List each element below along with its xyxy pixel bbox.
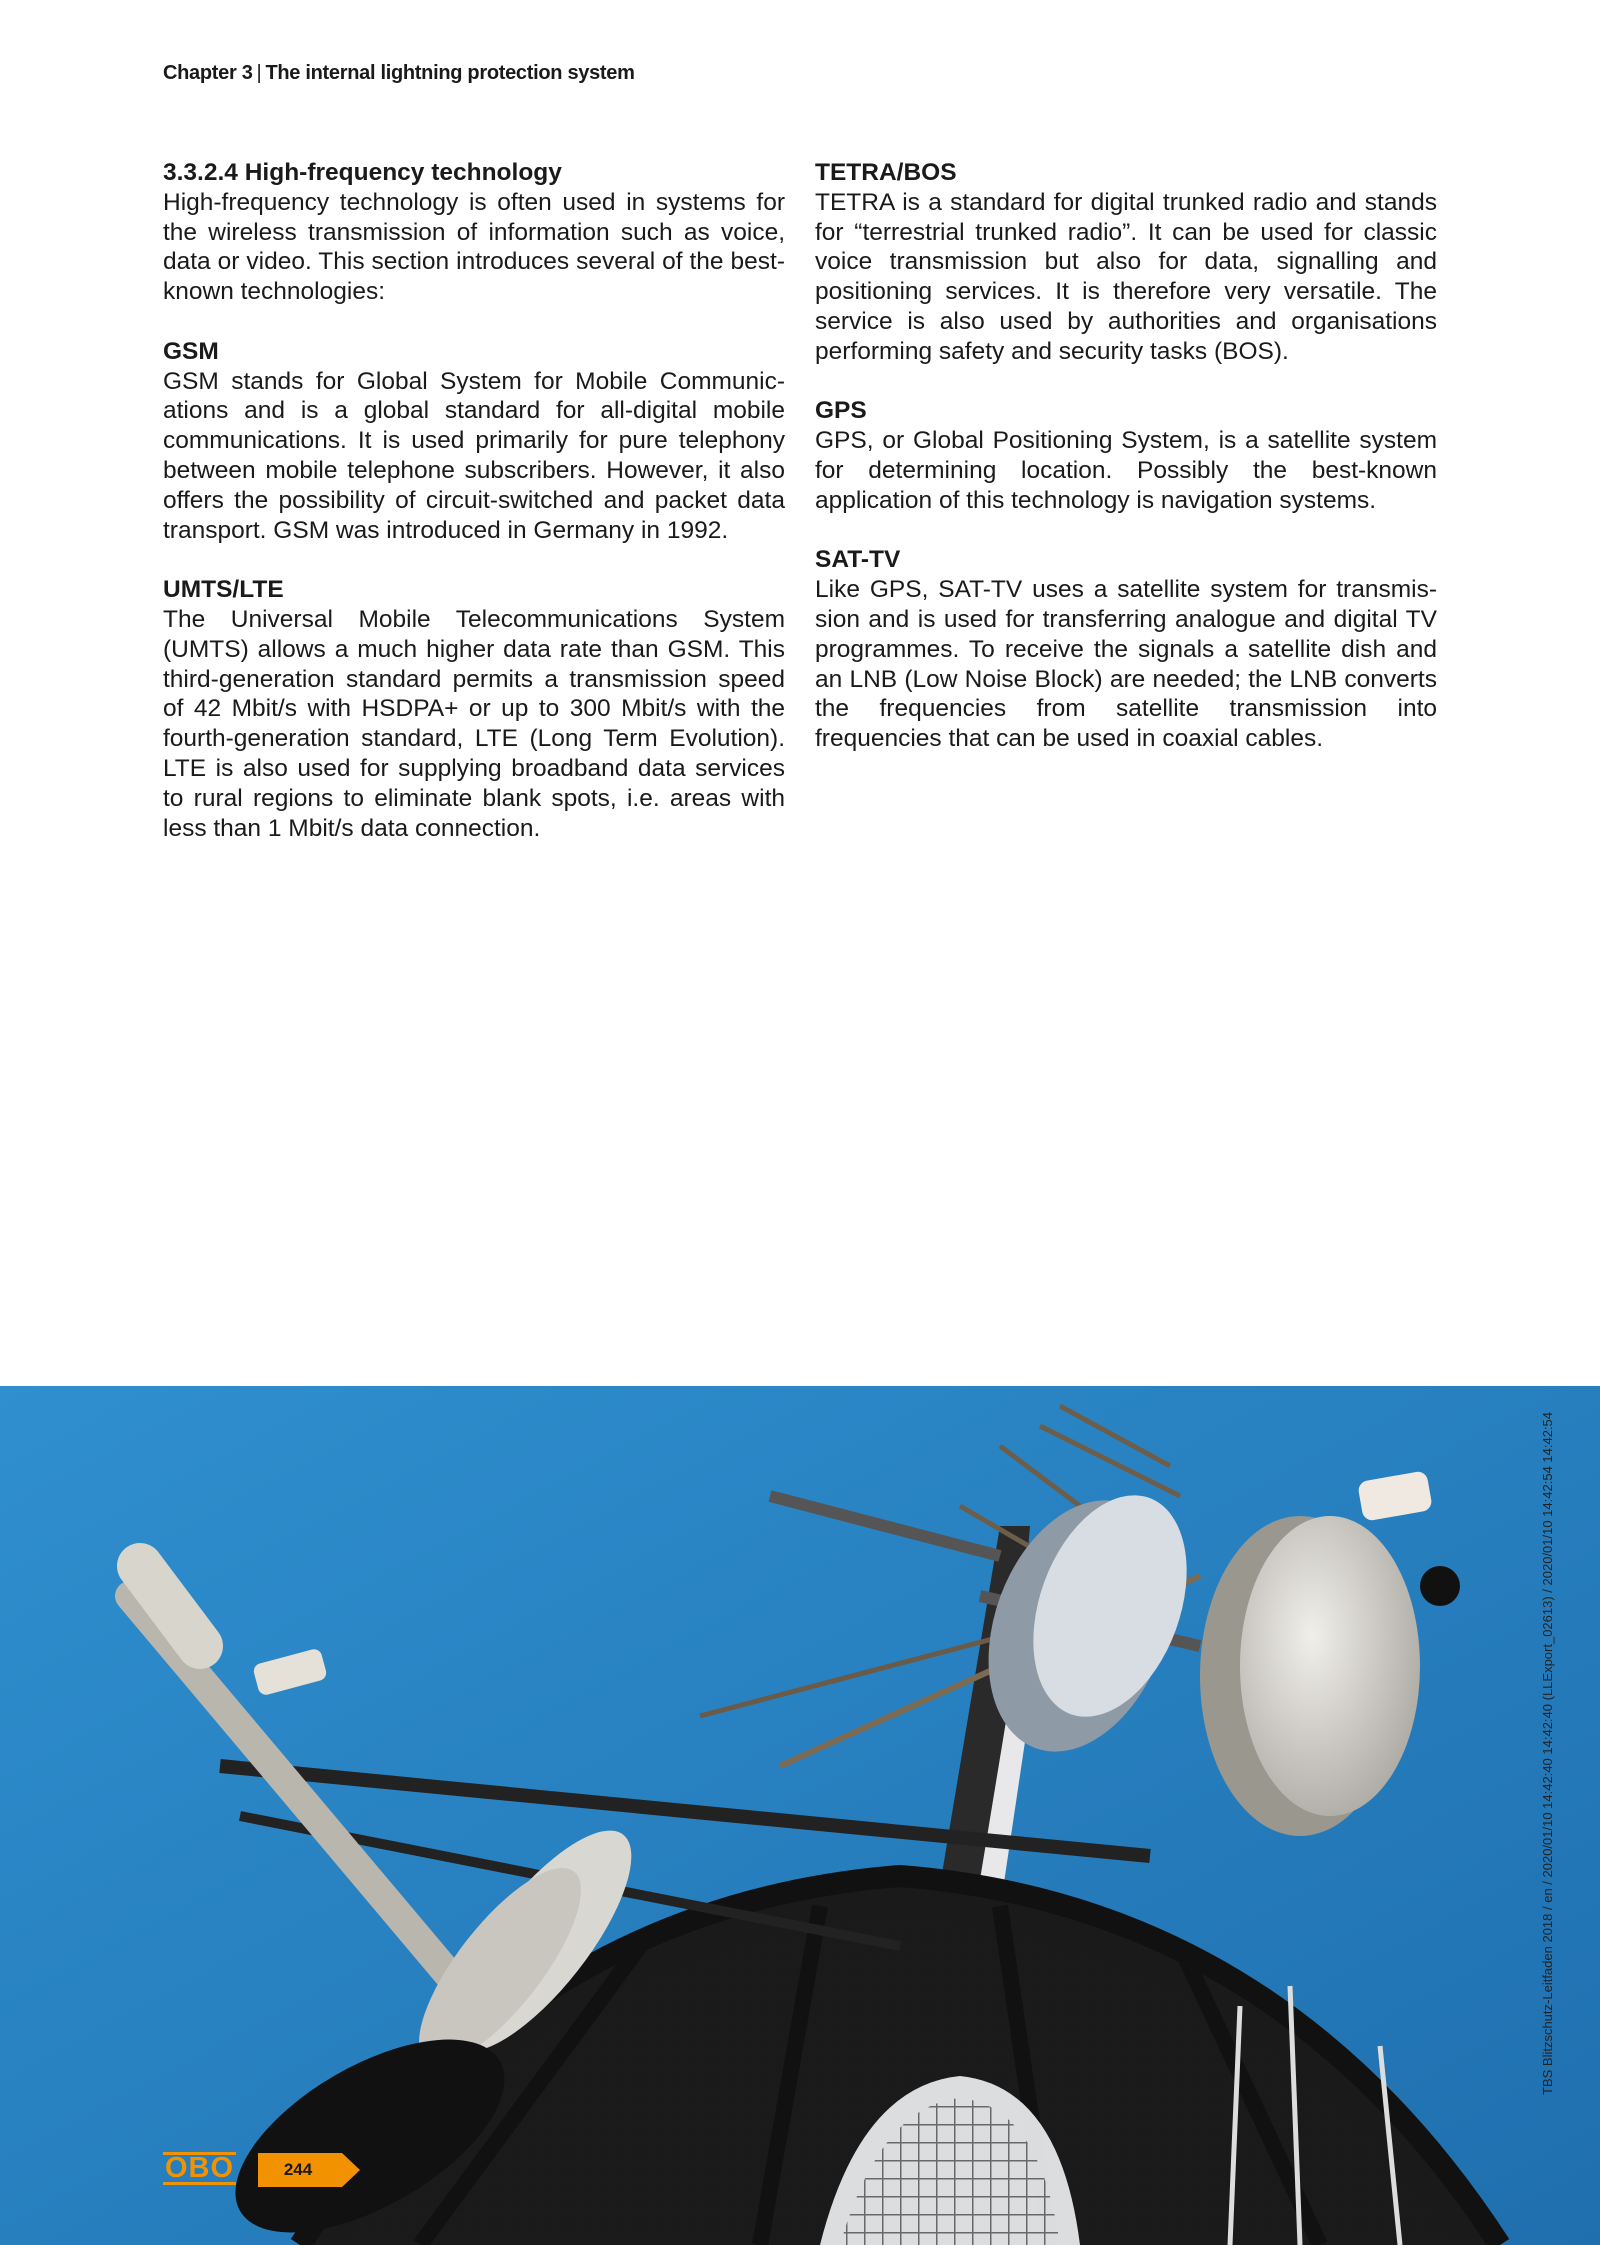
side-imprint: TBS Blitzschutz-Leitfaden 2018 / en / 2020/01/10 14:42:40 14:42:40 (LLExport_02613) / 2020/01/10 14:42:54 14:42:54	[1540, 1411, 1555, 2095]
chapter-title: The internal lightning protection system	[265, 62, 635, 84]
left-column	[163, 158, 785, 873]
sattv-paragraph: Like GPS, SAT-TV uses a satellite system for transmission and is used for transferring analogue and digital TV programmes. To receive the signals a satellite dish and an LNB (Low Noise Block) are needed; the LNB converts the frequencies from satellite transmission into frequencies that can be used in coaxial cables.	[815, 576, 1437, 753]
header-separator: |	[256, 62, 262, 84]
intro-paragraph: High-frequency technology is often used in systems for the wireless transmission of information such as voice, data or video. This section introduces several of the best-known technologies:	[163, 188, 785, 306]
antenna-tower-photo	[0, 1386, 1600, 2245]
gps-heading: GPS	[815, 397, 867, 425]
tetra-heading: TETRA/BOS	[815, 159, 957, 186]
right-column	[815, 158, 1437, 784]
section-heading: 3.3.2.4 High-frequency technology	[163, 159, 562, 186]
chapter-label: Chapter 3	[163, 62, 253, 84]
tetra-paragraph: TETRA is a standard for digital trunked radio and stands for “terrestrial trunked radio”. It can be used for classic voice transmission but also for data, signalling and positioning services. It is therefore very versatile. The service is also used by authorities and organisations performing safety and security tasks (BOS).	[815, 188, 1437, 365]
gsm-heading: GSM	[163, 337, 219, 365]
obo-logo: OBO	[165, 2152, 235, 2184]
umts-paragraph: The Universal Mobile Telecommunications System (UMTS) allows a much higher data rate than GSM. This third-generation standard permits a transmission speed of 42 Mbit/s with HSDPA+ or up to 300 Mbit/s with the fourth-generation standard, LTE (Long Term Evolution). LTE is also used for supplying broadband data services to rural regions to eliminate blank spots, i.e. areas with less than 1 Mbit/s data connection.	[163, 605, 785, 842]
sattv-heading: SAT-TV	[815, 546, 901, 574]
gps-paragraph: GPS, or Global Positioning System, is a satellite system for determining location. Possibly the best-known application of this technology is navigation systems.	[815, 427, 1437, 514]
page-number: 244	[283, 2160, 313, 2179]
umts-heading: UMTS/LTE	[163, 576, 284, 604]
page-number-tab	[258, 2153, 360, 2187]
running-header	[163, 62, 635, 85]
gsm-paragraph: GSM stands for Global System for Mobile Communications and is a global standard for all-digital mobile communications. It is used primarily for pure telephony between mobile telephone subscribers. However, it also offers the possibility of circuit-switched and packet data transport. GSM was introduced in Germany in 1992.	[163, 367, 785, 544]
